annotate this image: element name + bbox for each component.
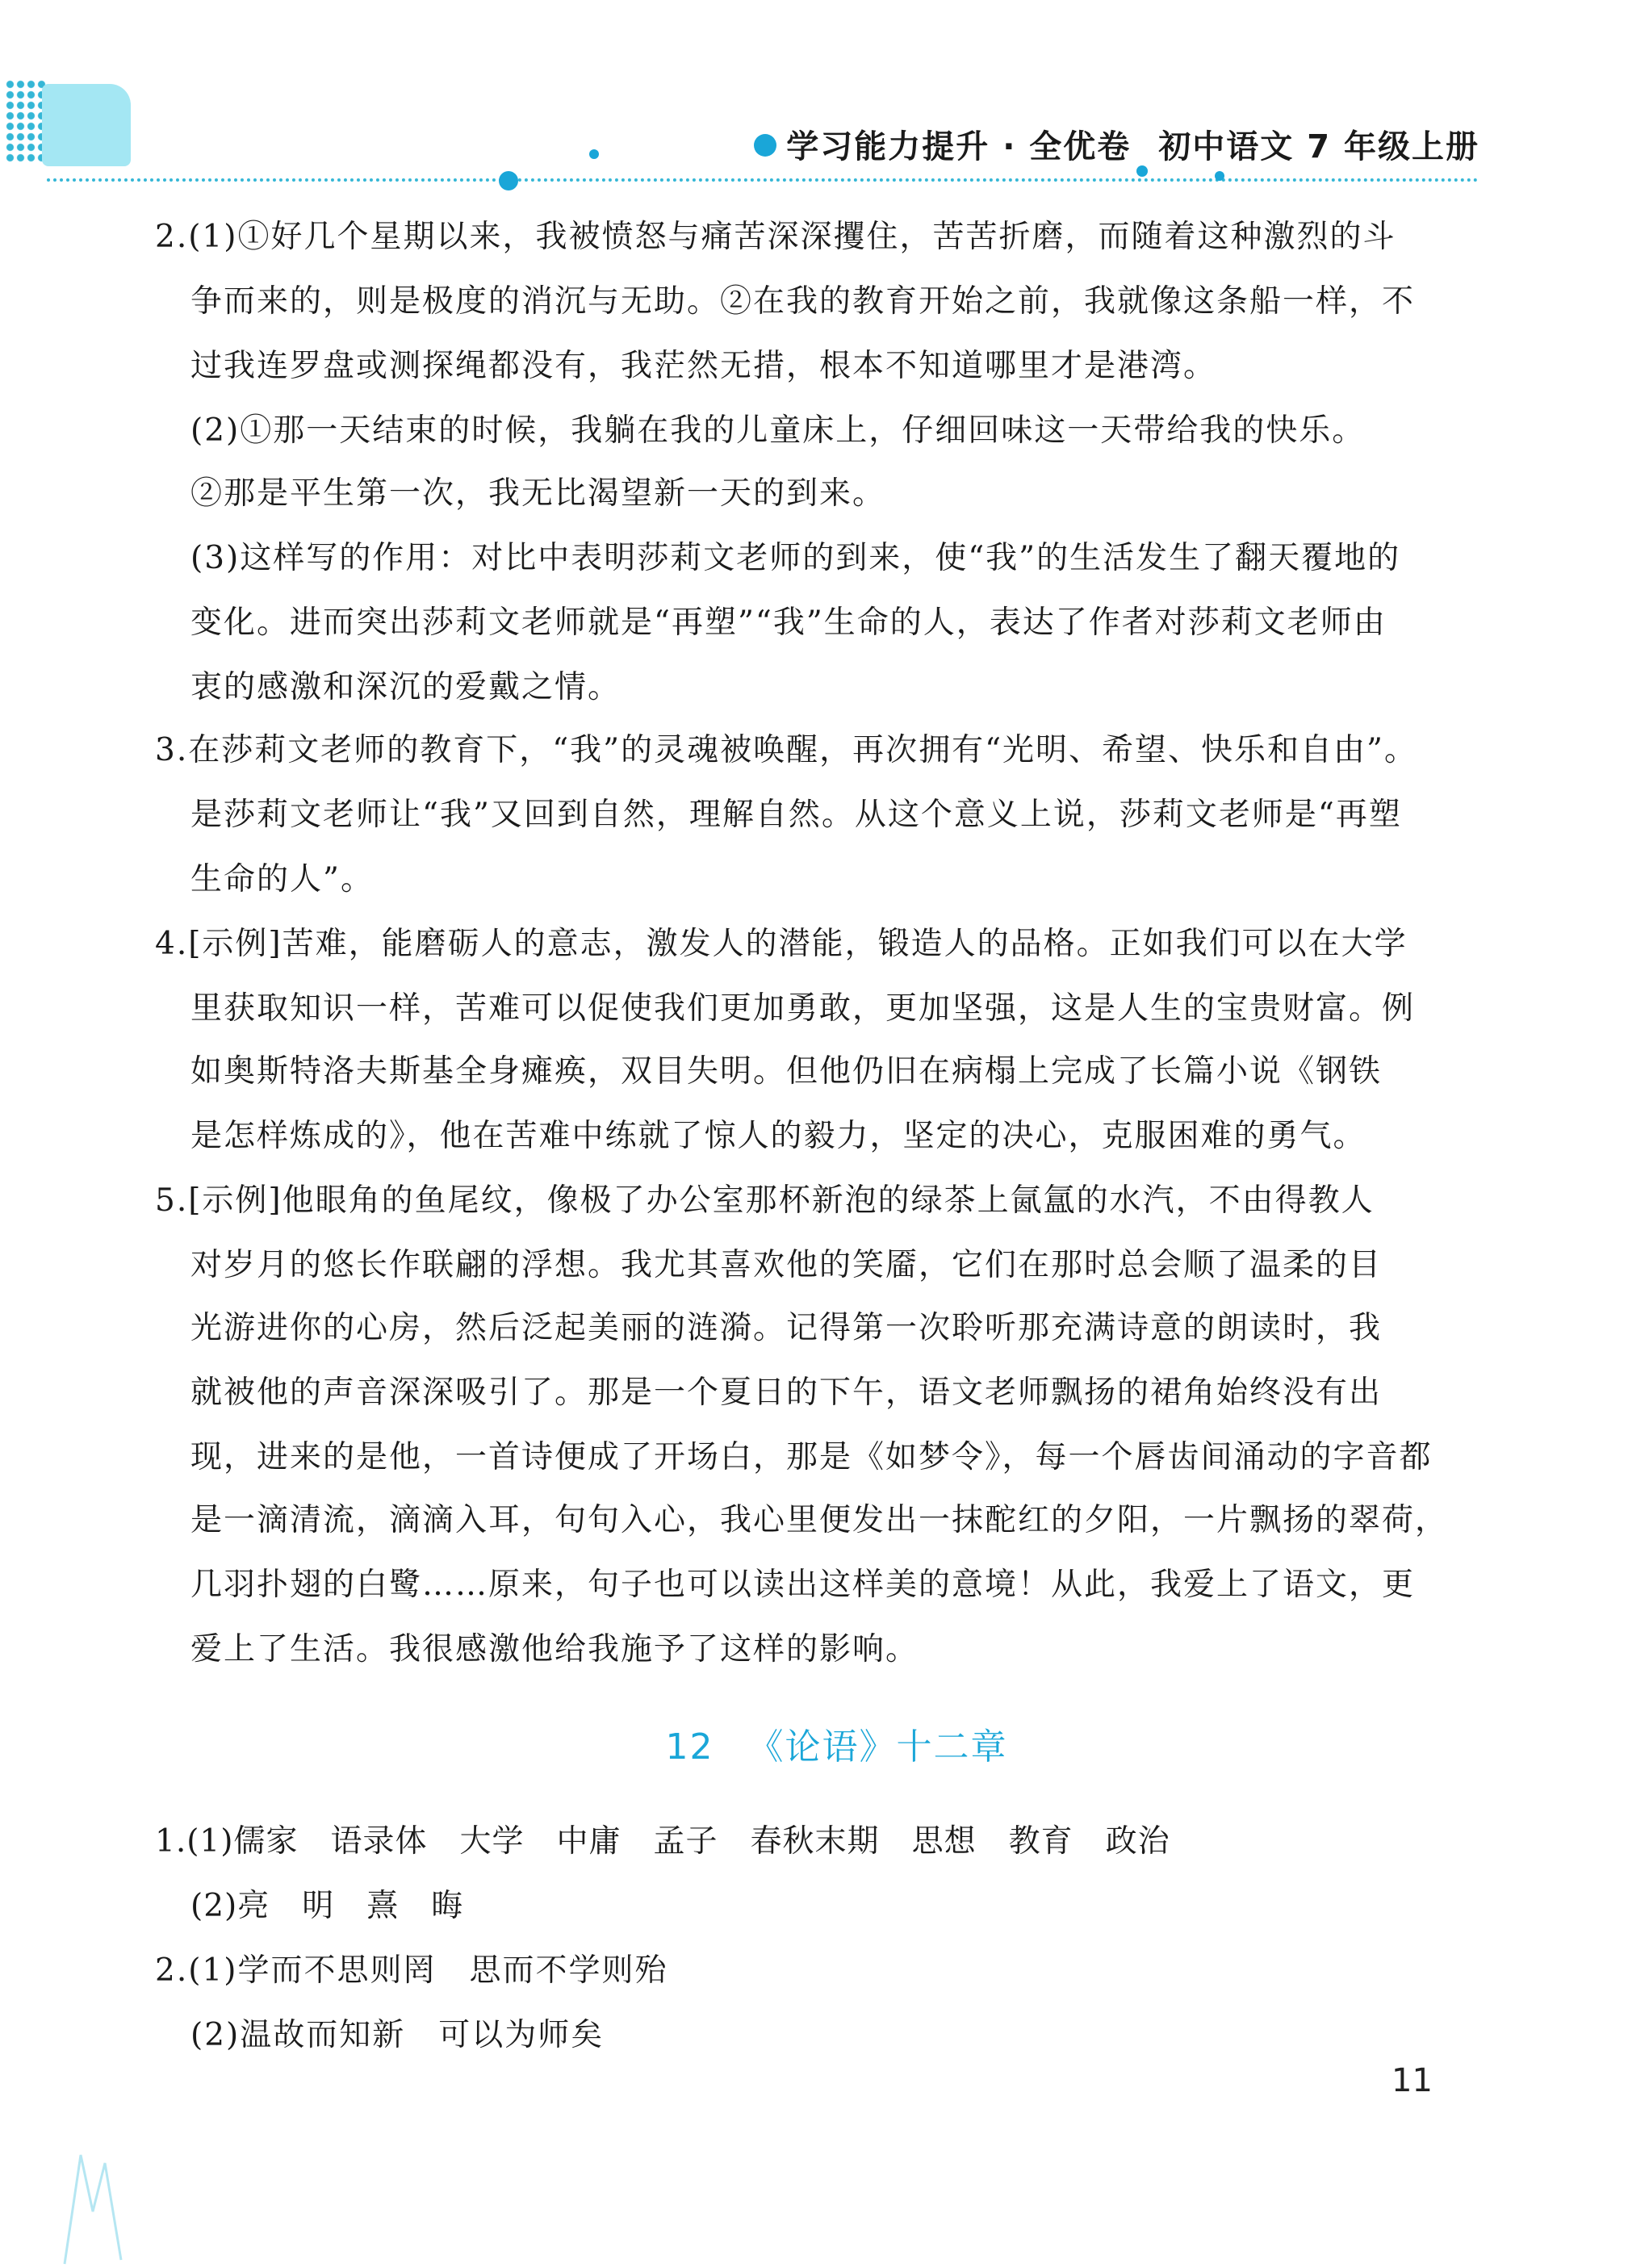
q2-part3-line-2: 变化。进而突出莎莉文老师就是“再塑”“我”生命的人，表达了作者对莎莉文老师由 bbox=[190, 605, 1387, 641]
q2-line-1 bbox=[155, 211, 1396, 257]
book-grade: 初中语文 7 年级上册 bbox=[1158, 128, 1479, 165]
char-item: 亮 bbox=[237, 1888, 270, 1924]
q2-number: 2. bbox=[155, 219, 189, 255]
lesson-q2-number: 2. bbox=[155, 1952, 189, 1989]
lesson-q1-number: 1. bbox=[155, 1823, 187, 1860]
q5-line-5: 现，进来的是他，一首诗便成了开场白，那是《如梦令》，每一个唇齿间涌动的字音都 bbox=[190, 1439, 1433, 1475]
lesson-q1-part2 bbox=[190, 1881, 463, 1926]
q4-line-3: 如奥斯特洛夫斯基全身瘫痪，双目失明。但他仍旧在病榻上完成了长篇小说《钢铁 bbox=[190, 1053, 1383, 1090]
q5-line-3: 光游进你的心房，然后泛起美丽的涟漪。记得第一次聆听那充满诗意的朗读时，我 bbox=[190, 1310, 1383, 1346]
q2-part3-line-1: (3)这样写的作用：对比中表明莎莉文老师的到来，使“我”的生活发生了翻天覆地的 bbox=[190, 540, 1401, 576]
page-number: 11 bbox=[1392, 2062, 1433, 2099]
q5-line-4: 就被他的声音深深吸引了。那是一个夏日的下午，语文老师飘扬的裙角始终没有出 bbox=[190, 1375, 1383, 1411]
q2-part2-line-1: (2)①那一天结束的时候，我躺在我的儿童床上，仔细回味这一天带给我的快乐。 bbox=[190, 412, 1366, 449]
q4-text: [示例]苦难，能磨砺人的意志，激发人的潜能，锻造人的品格。正如我们可以在大学 bbox=[188, 926, 1408, 962]
corner-scribble-decoration bbox=[56, 2139, 129, 2268]
char-item: 熹 bbox=[366, 1888, 400, 1924]
lesson-q2-part1-text: (1)学而不思则罔 思而不学则殆 bbox=[188, 1952, 668, 1989]
term-item: 语录体 bbox=[330, 1823, 428, 1860]
q5-line-8: 爱上了生活。我很感激他给我施予了这样的影响。 bbox=[190, 1631, 919, 1668]
q3-line-3: 生命的人”。 bbox=[190, 861, 374, 898]
q4-number: 4. bbox=[155, 926, 189, 962]
char-item: 晦 bbox=[431, 1888, 464, 1924]
q2-part2-line-2: ②那是平生第一次，我无比渴望新一天的到来。 bbox=[190, 475, 886, 512]
q2-part1-text: (1)①好几个星期以来，我被愤怒与痛苦深深攫住，苦苦折磨，而随着这种激烈的斗 bbox=[188, 219, 1396, 255]
term-item: 儒家 bbox=[233, 1823, 299, 1860]
q3-number: 3. bbox=[155, 732, 189, 768]
lesson-q1-part2-prefix: (2) bbox=[190, 1888, 238, 1924]
header-dotted-rule bbox=[47, 178, 1479, 182]
corner-color-block bbox=[42, 84, 131, 166]
term-item: 孟子 bbox=[653, 1823, 718, 1860]
rule-dot-decoration bbox=[1215, 171, 1224, 181]
char-item: 明 bbox=[302, 1888, 335, 1924]
q4-line-1 bbox=[155, 918, 1408, 964]
lesson-heading bbox=[0, 1718, 1628, 1769]
q3-line-2: 是莎莉文老师让“我”又回到自然，理解自然。从这个意义上说，莎莉文老师是“再塑 bbox=[190, 797, 1402, 833]
term-item: 思想 bbox=[911, 1823, 977, 1860]
series-title: 学习能力提升 · 全优卷 bbox=[786, 128, 1132, 165]
running-header bbox=[754, 121, 1479, 167]
q2-part3-line-3: 衷的感激和深沉的爱戴之情。 bbox=[190, 669, 621, 705]
q5-number: 5. bbox=[155, 1182, 189, 1219]
q5-text: [示例]他眼角的鱼尾纹，像极了办公室那杯新泡的绿茶上氤氲的水汽，不由得教人 bbox=[188, 1182, 1375, 1219]
q5-line-6: 是一滴清流，滴滴入耳，句句入心，我心里便发出一抹酡红的夕阳，一片飘扬的翠荷， bbox=[190, 1502, 1449, 1538]
term-item: 中庸 bbox=[556, 1823, 621, 1860]
term-item: 教育 bbox=[1008, 1823, 1073, 1860]
rule-dot-decoration bbox=[499, 171, 518, 190]
q3-line-1 bbox=[155, 725, 1417, 770]
lesson-number: 12 bbox=[665, 1726, 714, 1768]
term-item: 春秋末期 bbox=[750, 1823, 880, 1860]
q5-line-7: 几羽扑翅的白鹭……原来，句子也可以读出这样美的意境！从此，我爱上了语文，更 bbox=[190, 1567, 1416, 1603]
corner-dot-pattern bbox=[5, 79, 47, 163]
q4-line-4: 是怎样炼成的》，他在苦难中练就了惊人的毅力，坚定的决心，克服困难的勇气。 bbox=[190, 1118, 1366, 1154]
lesson-title: 《论语》十二章 bbox=[747, 1726, 1008, 1768]
lesson-q2-part1 bbox=[155, 1945, 668, 1990]
lesson-q1-part1-prefix: (1) bbox=[186, 1823, 234, 1860]
q4-line-2: 里获取知识一样，苦难可以促使我们更加勇敢，更加坚强，这是人生的宝贵财富。例 bbox=[190, 990, 1416, 1027]
lesson-q1-part1 bbox=[155, 1816, 1170, 1861]
q5-line-2: 对岁月的悠长作联翩的浮想。我尤其喜欢他的笑靥，它们在那时总会顺了温柔的目 bbox=[190, 1247, 1383, 1283]
q2-line-2: 争而来的，则是极度的消沉与无助。②在我的教育开始之前，我就像这条船一样，不 bbox=[190, 283, 1416, 320]
rule-dot-decoration bbox=[1136, 165, 1148, 177]
q3-text: 在莎莉文老师的教育下，“我”的灵魂被唤醒，再次拥有“光明、希望、快乐和自由”。 bbox=[188, 732, 1417, 768]
rule-dot-decoration bbox=[589, 149, 599, 159]
q2-line-3: 过我连罗盘或测探绳都没有，我茫然无措，根本不知道哪里才是港湾。 bbox=[190, 348, 1217, 384]
q5-line-1 bbox=[155, 1175, 1375, 1220]
lesson-q2-part2: (2)温故而知新 可以为师矣 bbox=[190, 2017, 605, 2053]
term-item: 大学 bbox=[459, 1823, 525, 1860]
term-item: 政治 bbox=[1105, 1823, 1170, 1860]
bullet-dot-icon bbox=[754, 134, 776, 157]
